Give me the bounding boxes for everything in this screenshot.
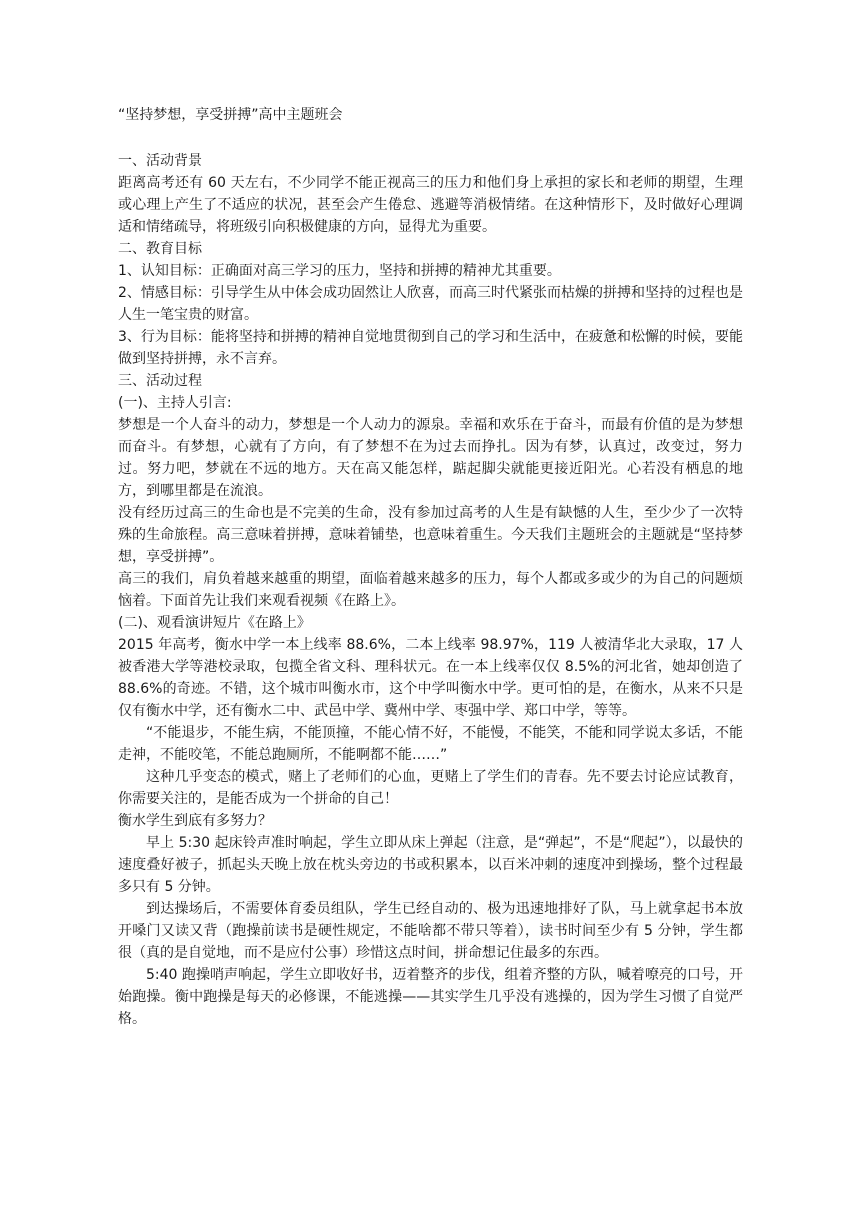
- paragraph: 1、认知目标：正确面对高三学习的压力，坚持和拼搏的精神尤其重要。: [118, 263, 561, 279]
- paragraph: 梦想是一个人奋斗的动力，梦想是一个人动力的源泉。幸福和欢乐在于奋斗，而最有价值的是为梦想而奋斗。有梦想，心就有了方向，有了梦想不在为过去而挣扎。因为有梦，认真过，改变过，努力过。努力吧，梦就在不远的地方。天在高又能怎样，踮起脚尖就能更接近阳光。心若没有栖息的地方，到哪里都是在流浪。: [118, 417, 743, 499]
- paragraph: 这种几乎变态的模式，赌上了老师们的心血，更赌上了学生们的青春。先不要去讨论应试教育，你需要关注的，是能否成为一个拼命的自己！: [118, 769, 743, 807]
- document-body: [118, 150, 743, 1030]
- paragraph: “不能退步，不能生病，不能顶撞，不能心情不好，不能慢，不能笑，不能和同学说太多话，不能走神，不能咬笔，不能总跑厕所，不能啊都不能……”: [118, 725, 743, 763]
- paragraph: 衡水学生到底有多努力？: [118, 813, 272, 829]
- section-heading: 三、活动过程: [118, 373, 202, 389]
- section-heading: (一)、主持人引言:: [118, 395, 232, 411]
- paragraph: 没有经历过高三的生命也是不完美的生命，没有参加过高考的人生是有缺憾的人生，至少少了一次特殊的生命旅程。高三意味着拼搏，意味着铺垫，也意味着重生。今天我们主题班会的主题就是“坚持梦想，享受拼搏”。: [118, 505, 743, 565]
- paragraph: 到达操场后，不需要体育委员组队，学生已经自动的、极为迅速地排好了队，马上就拿起书本放开嗓门又读又背（跑操前读书是硬性规定，不能啥都不带只等着），读书时间至少有 5 分钟，学生都很（真的是自觉地，而不是应付公事）珍惜这点时间，拼命想记住最多的东西。: [118, 901, 743, 961]
- section-heading: 二、教育目标: [118, 241, 202, 257]
- paragraph: 2015 年高考，衡水中学一本上线率 88.6%，二本上线率 98.97%，119 人被清华北大录取，17 人被香港大学等港校录取，包揽全省文科、理科状元。在一本上线率仅仅 8.5%的河北省，她却创造了 88.6%的奇迹。不错，这个城市叫衡水市，这个中学叫衡水中学。更可怕的是，在衡水，从来不只是仅有衡水中学，还有衡水二中、武邑中学、冀州中学、枣强中学、郑口中学，等等。: [118, 637, 743, 719]
- paragraph: 高三的我们，肩负着越来越重的期望，面临着越来越多的压力，每个人都或多或少的为自己的问题烦恼着。下面首先让我们来观看视频《在路上》。: [118, 571, 743, 609]
- section-heading: (二)、观看演讲短片《在路上》: [118, 615, 311, 631]
- paragraph: 5:40 跑操哨声响起，学生立即收好书，迈着整齐的步伐，组着齐整的方队，喊着嘹亮的口号，开始跑操。衡中跑操是每天的必修课，不能逃操——其实学生几乎没有逃操的，因为学生习惯了自觉严格。: [118, 967, 743, 1027]
- paragraph: 3、行为目标：能将坚持和拼搏的精神自觉地贯彻到自己的学习和生活中，在疲惫和松懈的时候，要能做到坚持拼搏，永不言弃。: [118, 329, 743, 367]
- paragraph: 距离高考还有 60 天左右，不少同学不能正视高三的压力和他们身上承担的家长和老师的期望，生理或心理上产生了不适应的状况，甚至会产生倦怠、逃避等消极情绪。在这种情形下，及时做好心理调适和情绪疏导，将班级引向积极健康的方向，显得尤为重要。: [118, 175, 743, 235]
- document-page: [118, 104, 743, 1030]
- document-title: “坚持梦想，享受拼搏”高中主题班会: [118, 107, 343, 123]
- paragraph: 早上 5:30 起床铃声准时响起，学生立即从床上弹起（注意，是“弹起”，不是“爬起”），以最快的速度叠好被子，抓起头天晚上放在枕头旁边的书或积累本，以百米冲刺的速度冲到操场，整个过程最多只有 5 分钟。: [118, 835, 743, 895]
- section-heading: 一、活动背景: [118, 153, 202, 169]
- paragraph: 2、情感目标：引导学生从中体会成功固然让人欣喜，而高三时代紧张而枯燥的拼搏和坚持的过程也是人生一笔宝贵的财富。: [118, 285, 743, 323]
